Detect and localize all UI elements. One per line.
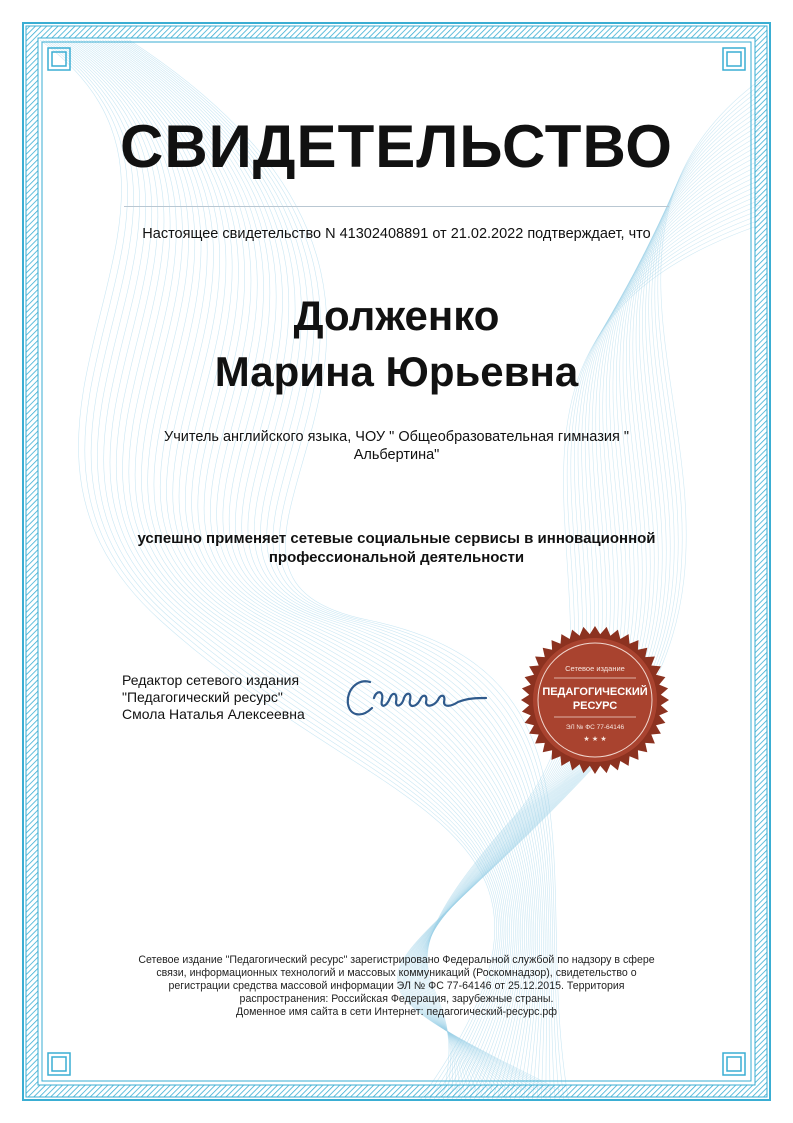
editor-title: Редактор сетевого издания <box>122 672 300 688</box>
footer-line: связи, информационных технологий и массовых коммуникаций (Роскомнадзор), свидетельство о <box>156 967 637 979</box>
title-divider <box>124 206 669 207</box>
editor-name: Смола Наталья Алексеевна <box>122 706 305 722</box>
footer-line: распространения: Российская Федерация, зарубежные страны. <box>239 993 554 1005</box>
seal-stars: ★ ★ ★ <box>583 735 607 743</box>
certificate-intro: Настоящее свидетельство N 41302408891 от 21.02.2022 подтверждает, что <box>142 226 651 242</box>
recipient-given-names: Марина Юрьевна <box>214 348 579 395</box>
seal-name-line1: ПЕДАГОГИЧЕСКИЙ <box>542 686 648 698</box>
footer-line: регистрации средства массовой информации ЭЛ № ФС 77-64146 от 25.12.2015. Территория <box>168 980 625 992</box>
footer-line: Сетевое издание "Педагогический ресурс" зарегистрировано Федеральной службой по надзору в сфере <box>138 954 655 966</box>
recipient-surname: Долженко <box>293 292 500 339</box>
seal-name-line2: РЕСУРС <box>572 700 618 712</box>
seal-registration: ЭЛ № ФС 77-64146 <box>565 724 625 731</box>
seal-top-text: Сетевое издание <box>565 664 625 673</box>
recipient-position: Учитель английского языка, ЧОУ " Общеобразовательная гимназия " Альбертина" <box>164 429 629 463</box>
registration-footer <box>120 954 673 1019</box>
editor-publication: "Педагогический ресурс" <box>122 689 283 705</box>
editor-signature <box>340 668 490 728</box>
publication-seal <box>520 625 670 775</box>
certificate-title: СВИДЕТЕЛЬСТВО <box>120 113 673 180</box>
achievement-statement: успешно применяет сетевые социальные сервисы в инновационной профессиональной деятельности <box>137 530 656 566</box>
editor-block <box>122 672 305 723</box>
footer-line: Доменное имя сайта в сети Интернет: педагогический-ресурс.рф <box>235 1006 558 1018</box>
